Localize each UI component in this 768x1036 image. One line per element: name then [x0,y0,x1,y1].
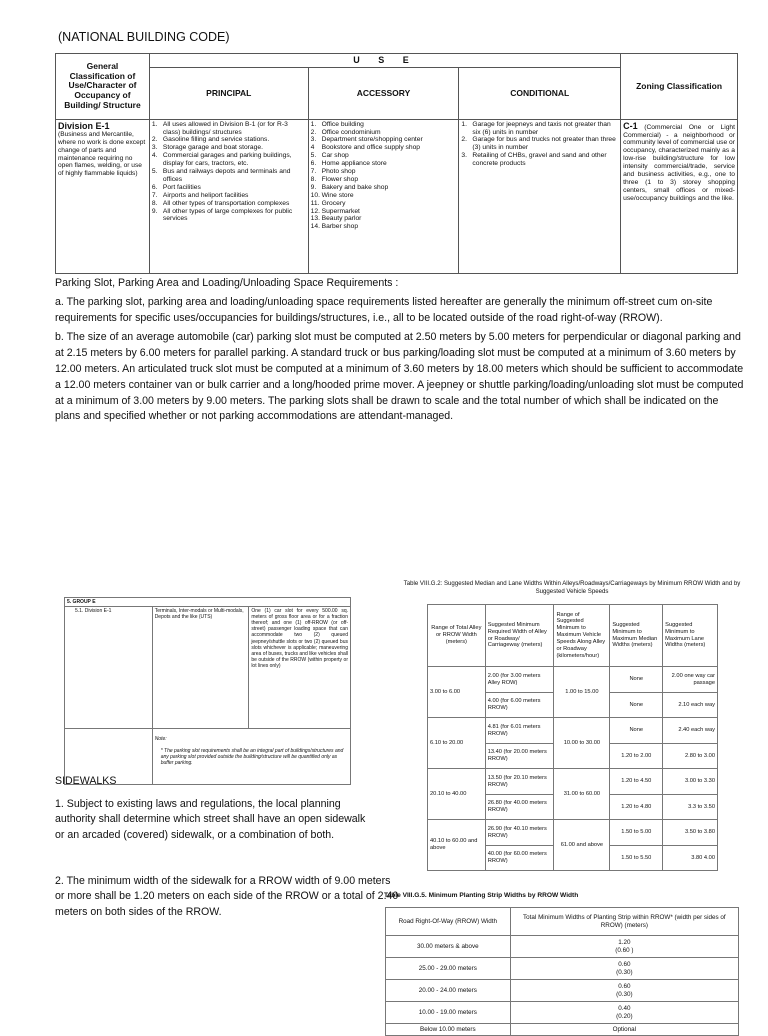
accessory-item [311,215,457,223]
t5-rrow-cell: 25.00 - 29.00 meters [386,958,511,980]
t5-rrow-cell: 20.00 - 24.00 meters [386,980,511,1002]
t2-row [428,769,718,795]
principal-item [152,168,306,184]
t5-total-width: 0.40 [618,1004,631,1012]
t2-header-width: Suggested Minimum Required Width of Alley or Roadway/ Carriageway (meters) [485,605,554,667]
conditional-item-number: 2. [461,136,467,144]
t5-header-width: Total Minimum Widths of Planting Strip within RROW* (width per sides of RROW) (meters) [510,908,738,936]
t5-width-cell [510,1002,738,1024]
accessory-cell [308,119,459,273]
sidewalks-title: SIDEWALKS [55,775,117,787]
t5-total-width: 0.60 [618,982,631,990]
t2-median-cell: 1.20 to 2.00 [610,744,663,769]
accessory-item-number: 14. [310,223,320,231]
table-g5-caption: Table VIII.G.5. Minimum Planting Strip Widths by RROW Width [384,892,579,899]
accessory-item-number: 1. [310,120,317,128]
t2-speed-cell: 10.00 to 30.00 [554,718,610,769]
accessory-item [311,192,457,200]
t2-median-cell: 1.20 to 4.80 [610,795,663,820]
group-use: Terminals, Inter-modals or Multi-modals, Depots and the like (UTS) [152,607,249,729]
division-name: Division E-1 [58,120,110,131]
principal-item-number: 2. [151,136,158,144]
t2-width-cell: 4.00 (for 6.00 meters RROW) [485,693,554,718]
median-lane-widths-table [427,604,718,871]
accessory-item-number: 12. [310,207,320,215]
t5-rrow-cell: 10.00 - 19.00 meters [386,1002,511,1024]
accessory-item-text: Flower shop [321,175,359,183]
t2-lane-cell: 2.40 each way [663,718,718,744]
accessory-header: ACCESSORY [308,67,459,119]
accessory-item-text: Beauty parlor [321,215,362,223]
principal-item-text: Port facilities [162,183,201,191]
accessory-item [311,184,457,192]
accessory-item [311,176,457,184]
principal-item [152,200,306,208]
accessory-item-number: 8. [310,175,317,183]
principal-item-number: 5. [151,168,158,176]
parking-paragraph-b: b. The size of an average automobile (car) parking slot must be computed at 2.50 meters by 5.00 meters for perpendicular or diagonal parking and at 2.15 meters by 6.00 meters for parallel parking. A standard truck or bus parking/loading slot must be computed at a minimum of 3.60 meters by 12.00 meters. An articulated truck slot must be computed at a minimum of 3.60 meters by 18.00 meters which should be sufficient to accommodate a 12.00 meters container van or bulk carrier and a long/hooded prime mover. A jeepney or shuttle parking/loading/unloading slot must be computed at a minimum of 3.00 meters by 9.00 meters. The parking slots shall be drawn to scale and the total number of which shall be indicated on the plans and specified whether or not parking accommodations are attendant-managed. [55,331,744,423]
t2-median-cell: None [610,718,663,744]
t5-row [386,936,739,958]
principal-item [152,192,306,200]
principal-item-number: 3. [151,144,158,152]
accessory-item-number: 4 [310,144,315,152]
table-g2-caption: Table VIII.G.2: Suggested Median and Lane Widths Within Alleys/Roadways/Carriageways by Minimum RROW Width and by Suggested Vehicle Speeds [403,580,741,595]
principal-item-number: 6. [151,183,158,191]
t5-row [386,980,739,1002]
t5-total-width: Optional [612,1025,637,1033]
accessory-item-number: 6. [310,160,317,168]
zoning-classification-header: Zoning Classification [621,54,738,120]
t5-per-side-width: (0.20) [616,1012,633,1020]
note-text: * The parking slot requirements shall be an integral part of buildings/structures and any parking slot provided outside the building/structure will be quantified only as buffer parking. [160,748,344,767]
accessory-item-text: Home appliance store [321,160,387,168]
accessory-item-text: Photo shop [321,168,356,176]
t2-range-cell: 40.10 to 60.00 and above [428,820,486,871]
conditional-item-number: 3. [461,152,467,160]
accessory-item-text: Bookstore and office supply shop [321,144,421,152]
principal-item-text: All other types of transportation complexes [162,199,290,207]
t2-header-speed: Range of Suggested Minimum to Maximum Vehicle Speeds Along Alley or Roadway (kilometers/hour) [554,605,610,667]
division-description: (Business and Mercantile, where no work is done except change of parts and maintenance requiring no open flames, welding, or use of highly flammable liquids) [58,131,146,178]
t2-lane-cell: 3.50 to 3.80 [663,820,718,846]
accessory-item-number: 3. [310,136,317,144]
t5-rrow-cell: Below 10.00 meters [386,1024,511,1036]
t5-per-side-width: (0.30) [616,990,633,998]
accessory-item-number: 10. [310,191,320,199]
principal-item-text: Storage garage and boat storage. [162,144,263,152]
group-requirement: One (1) car slot for every 500.00 sq. meters of gross floor area or for a fraction thereof; and one (1) off-RROW (or off-street) passenger loading space that can accommodate two (2) queued jeepney/shuttle slots or two (2) queued bus slots whichever is applicable; maneuvering area of buses, trucks and like vehicles shall be outside of the RROW (within property or lot lines only) [249,607,351,729]
zoning-cell [621,119,738,273]
t2-median-cell: 1.50 to 5.00 [610,820,663,846]
principal-item [152,121,306,137]
zoning-description: (Commercial One or Light Commercial) - a neighborhood or community level of commercial use or occupancy, characterized mainly as a low-rise building/structure for low intensity commercial/trade, service and business activities, e.g., one to three (1 to 3) storey shopping centers, small offices or mixed-use/occupancy buildings and the like. [623,123,736,202]
principal-item [152,208,306,224]
conditional-item-text: Garage for jeepneys and taxis not greater than six (6) units in number [472,120,611,136]
conditional-item-text: Retailing of CHBs, gravel and sand and other concrete products [472,152,607,168]
conditional-item [461,136,618,152]
t2-width-cell: 2.00 (for 3.00 meters Alley ROW) [485,667,554,693]
t2-header-median: Suggested Minimum to Maximum Median Widths (meters) [610,605,663,667]
t5-total-width: 1.20 [618,938,631,946]
division-cell [56,119,150,273]
conditional-item-number: 1. [461,120,467,128]
t5-row [386,1002,739,1024]
t2-width-cell: 40.00 (for 60.00 meters RROW) [485,846,554,871]
principal-item [152,184,306,192]
accessory-item-number: 5. [310,152,317,160]
accessory-item [311,208,457,216]
accessory-list [311,121,457,232]
t2-header-range: Range of Total Alley or RROW Width (meters) [428,605,486,667]
t2-width-cell: 13.40 (for 20.00 meters RROW) [485,744,554,769]
t2-row [428,718,718,744]
accessory-item-text: Wine store [321,191,354,199]
parking-paragraph-a: a. The parking slot, parking area and loading/unloading space requirements listed hereafter are generally the minimum off-street cum on-site requirements for specific uses/occupancies for buildings/structures, i.e., all to be located outside of the road right-of-way (RROW). [55,296,713,324]
t5-row [386,958,739,980]
t2-row [428,667,718,693]
conditional-item-text: Garage for bus and trucks not greater than three (3) units in number [472,136,616,152]
t2-lane-cell: 3.3 to 3.50 [663,795,718,820]
principal-item [152,136,306,144]
accessory-item [311,160,457,168]
principal-item-text: Gasoline filling and service stations. [162,136,270,144]
principal-item-text: Airports and heliport facilities [162,191,249,199]
sidewalks-item-1: 1. Subject to existing laws and regulations, the local planning authority shall determine which street shall have an open sidewalk or an arcaded (covered) sidewalk, or a combination of both. [55,798,366,841]
principal-item-text: All uses allowed in Division B-1 (or for R-3 class) buildings/ structures [162,120,288,136]
accessory-item-text: Barber shop [321,223,359,231]
document-title: (NATIONAL BUILDING CODE) [58,30,230,44]
accessory-item-number: 11. [310,199,320,207]
t5-width-cell [510,1024,738,1036]
conditional-item [461,152,618,168]
t5-per-side-width: (0.60 ) [615,946,634,954]
t2-lane-cell: 3.00 to 3.30 [663,769,718,795]
principal-item-number: 1. [151,120,158,128]
sidewalks-item-2: 2. The minimum width of the sidewalk for a RROW width of 9.00 meters or more shall be 1.20 meters on each side of the RROW or a total of 2.40 meters on both sides of the RROW. [55,875,399,918]
accessory-item [311,136,457,144]
t5-width-cell [510,936,738,958]
t5-total-width: 0.60 [618,960,631,968]
t5-width-cell [510,958,738,980]
accessory-item-text: Car shop [321,152,349,160]
principal-item-text: All other types of large complexes for public services [162,207,293,223]
t2-range-cell: 6.10 to 20.00 [428,718,486,769]
accessory-item-text: Department store/shopping center [321,136,423,144]
use-header: U S E [149,54,620,68]
conditional-cell [459,119,621,273]
accessory-item [311,200,457,208]
t2-width-cell: 26.80 (for 40.00 meters RROW) [485,795,554,820]
planting-strip-table [385,907,739,1036]
t2-median-cell: None [610,667,663,693]
group-head: 5. GROUP E [65,598,351,607]
accessory-item [311,144,457,152]
t2-median-cell: None [610,693,663,718]
principal-item-number: 8. [151,199,158,207]
conditional-item [461,121,618,137]
conditional-list [461,121,618,168]
accessory-item-text: Supermarket [321,207,360,215]
t2-range-cell: 20.10 to 40.00 [428,769,486,820]
principal-item [152,144,306,152]
group-division: 5.1. Division E-1 [65,607,153,729]
t2-row [428,820,718,846]
zoning-code: C-1 [623,120,638,131]
parking-heading: Parking Slot, Parking Area and Loading/Unloading Space Requirements : [55,277,399,289]
t2-lane-cell: 2.10 each way [663,693,718,718]
t2-median-cell: 1.20 to 4.50 [610,769,663,795]
principal-header: PRINCIPAL [149,67,308,119]
t2-lane-cell: 2.80 to 3.00 [663,744,718,769]
accessory-item [311,223,457,231]
principal-list [152,121,306,224]
t5-row [386,1024,739,1036]
t2-width-cell: 26.90 (for 40.10 meters RROW) [485,820,554,846]
conditional-header: CONDITIONAL [459,67,621,119]
group-note-cell [152,729,350,785]
principal-item-number: 7. [151,191,158,199]
principal-item-text: Commercial garages and parking buildings, display for cars, tractors, etc. [162,152,292,168]
t5-per-side-width: (0.30) [616,968,633,976]
t5-rrow-cell: 30.00 meters & above [386,936,511,958]
accessory-item-number: 13. [310,215,320,223]
t5-width-cell [510,980,738,1002]
t2-median-cell: 1.50 to 5.50 [610,846,663,871]
t2-speed-cell: 31.00 to 60.00 [554,769,610,820]
t2-range-cell: 3.00 to 6.00 [428,667,486,718]
t2-speed-cell: 61.00 and above [554,820,610,871]
principal-item-number: 4. [151,152,158,160]
use-classification-table [55,53,738,274]
accessory-item-number: 7. [310,168,317,176]
accessory-item-text: Grocery [321,199,346,207]
t2-header-lane: Suggested Minimum to Maximum Lane Widths (meters) [663,605,718,667]
t2-speed-cell: 1.00 to 15.00 [554,667,610,718]
t2-lane-cell: 2.00 one way car passage [663,667,718,693]
accessory-item-text: Office condominium [321,128,381,136]
accessory-item [311,168,457,176]
principal-item [152,152,306,168]
accessory-item-number: 9. [310,183,317,191]
t2-width-cell: 4.81 (for 6.01 meters RROW) [485,718,554,744]
group-e-parking-table [64,597,351,785]
accessory-item [311,129,457,137]
t5-header-rrow: Road Right-Of-Way (RROW) Width [386,908,511,936]
accessory-item-text: Office building [321,120,364,128]
note-label: Note: [154,736,167,743]
t2-lane-cell: 3.80 4.00 [663,846,718,871]
principal-cell [149,119,308,273]
t2-width-cell: 13.50 (for 20.10 meters RROW) [485,769,554,795]
principal-item-number: 9. [151,207,158,215]
general-classification-header: General Classification of Use/Character of Occupancy of Building/ Structure [56,54,150,120]
principal-item-text: Bus and railways depots and terminals and offices [162,168,291,183]
accessory-item [311,152,457,160]
accessory-item-text: Bakery and bake shop [321,183,389,191]
accessory-item [311,121,457,129]
accessory-item-number: 2. [310,128,317,136]
